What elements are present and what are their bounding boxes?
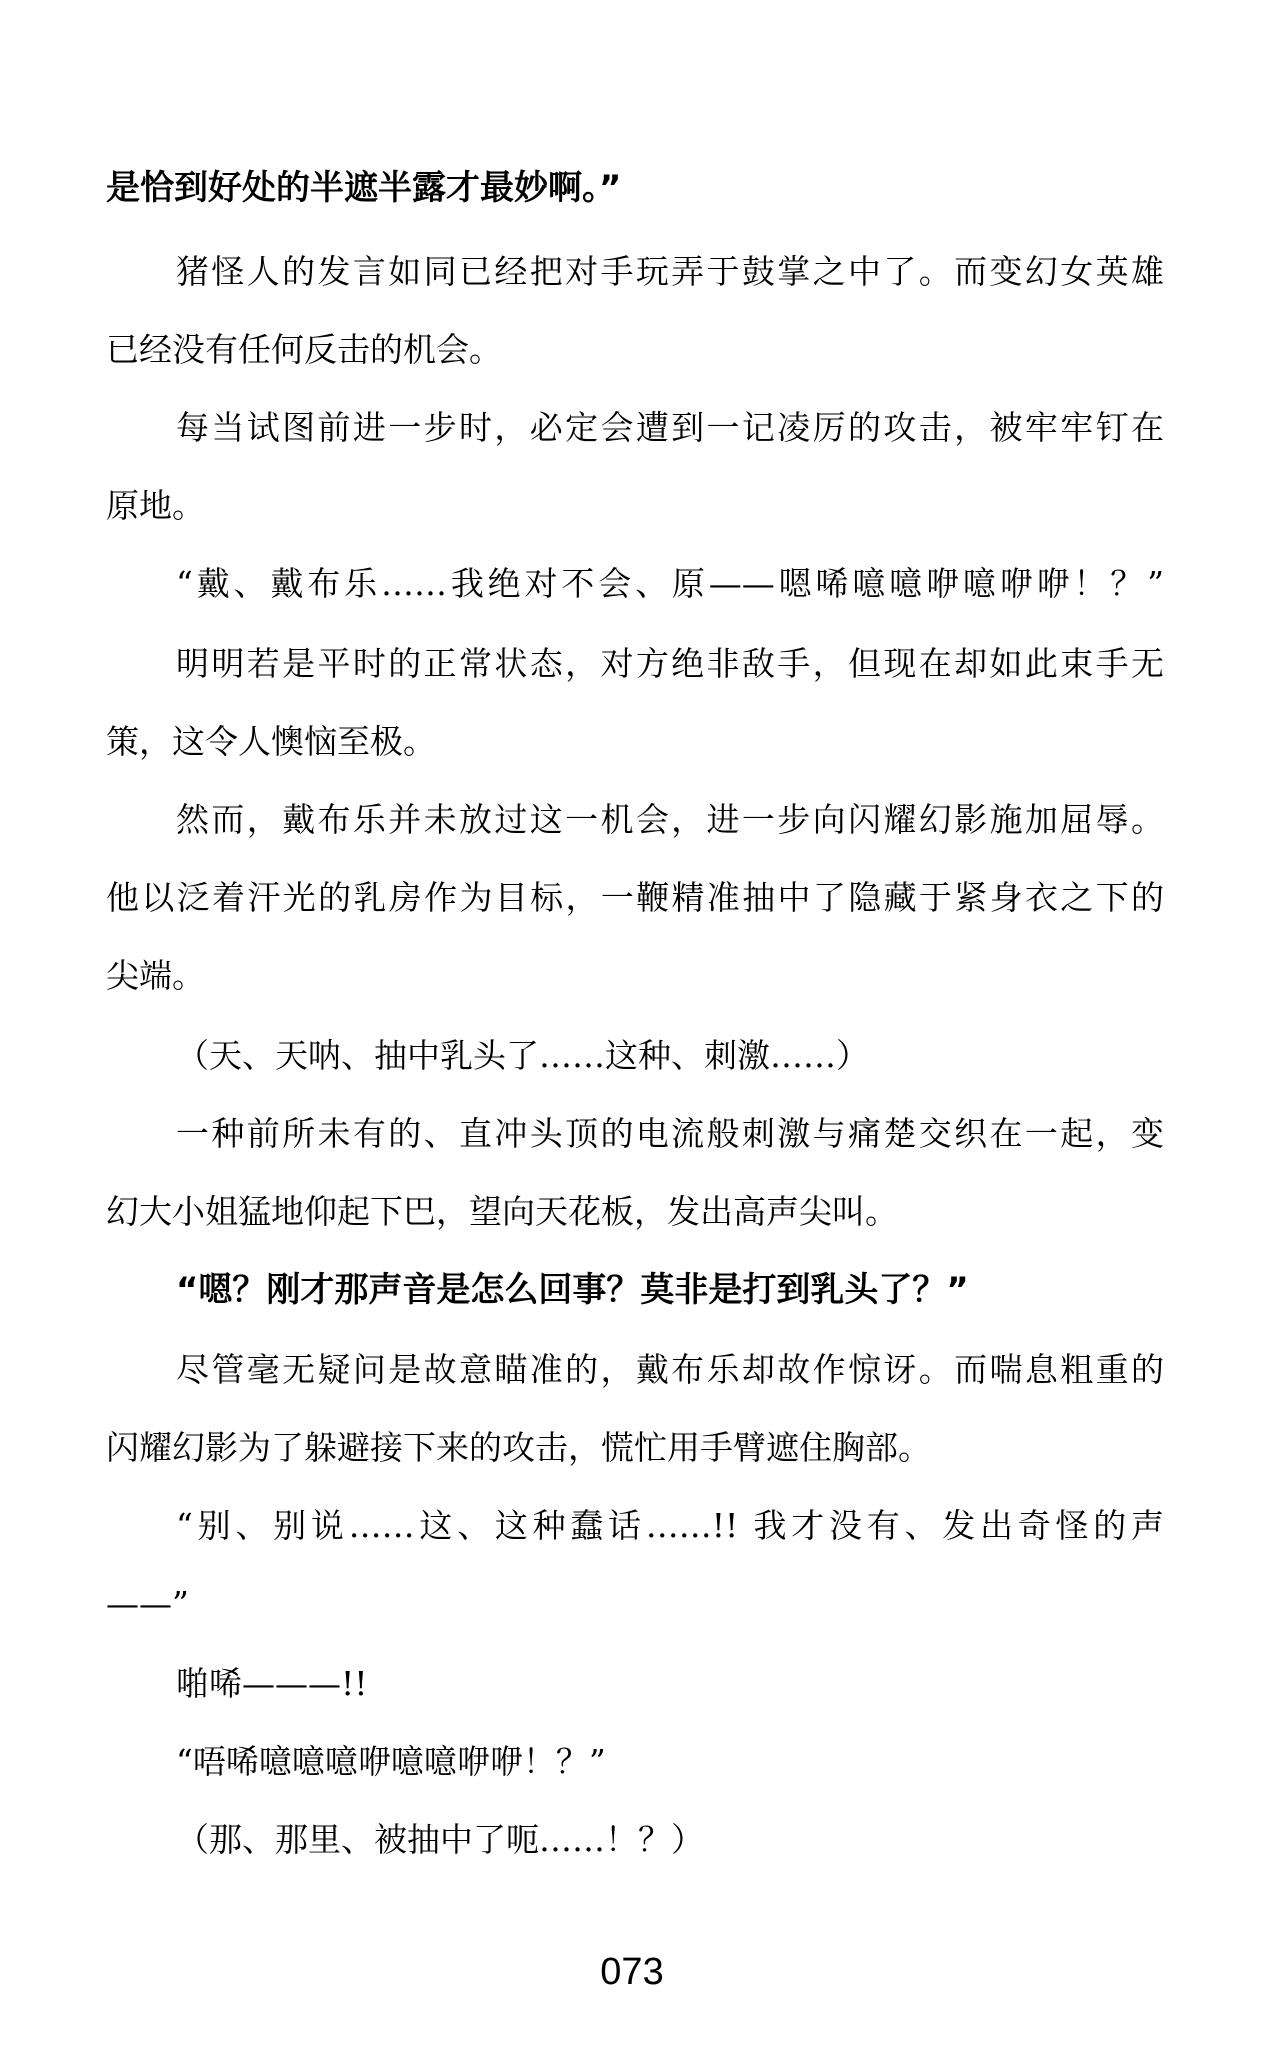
text-line: 原地。 [106,486,205,525]
text-line: 然而，戴布乐并未放过这一机会，进一步向闪耀幻影施加屈辱。 [176,800,1164,839]
text-line: 闪耀幻影为了躲避接下来的攻击，慌忙用手臂遮住胸部。 [106,1428,931,1467]
text-line: （那、那里、被抽中了呃……！？） [176,1820,704,1859]
text-line: 幻大小姐猛地仰起下巴，望向天花板，发出高声尖叫。 [106,1192,898,1231]
text-line: （天、天呐、抽中乳头了……这种、刺激……） [176,1036,869,1075]
text-line: 尖端。 [106,956,205,995]
text-line: 每当试图前进一步时，必定会遭到一记凌厉的攻击，被牢牢钉在 [176,408,1164,447]
text-line: 明明若是平时的正常状态，对方绝非敌手，但现在却如此束手无 [176,644,1164,683]
text-line: 已经没有任何反击的机会。 [106,330,502,369]
text-line: “唔唏噫噫噫咿噫噫咿咿！？” [176,1742,606,1781]
text-line: “嗯？刚才那声音是怎么回事？莫非是打到乳头了？” [176,1270,969,1310]
text-line: 尽管毫无疑问是故意瞄准的，戴布乐却故作惊讶。而喘息粗重的 [176,1350,1164,1389]
text-line: 猪怪人的发言如同已经把对手玩弄于鼓掌之中了。而变幻女英雄 [176,252,1164,291]
page-number: 073 [600,1951,664,1993]
text-line: 一种前所未有的、直冲头顶的电流般刺激与痛楚交织在一起，变 [176,1114,1164,1153]
text-line: 他以泛着汗光的乳房作为目标，一鞭精准抽中了隐藏于紧身衣之下的 [106,878,1164,917]
text-line: “别、别说……这、这种蠢话……!! 我才没有、发出奇怪的声 [176,1506,1164,1545]
text-line: 是恰到好处的半遮半露才最妙啊。” [106,168,622,208]
text-line: 策，这令人懊恼至极。 [106,722,436,761]
text-line: ——” [106,1584,189,1623]
text-line: 啪唏———!! [176,1664,368,1703]
text-line: “戴、戴布乐……我绝对不会、原——嗯唏噫噫咿噫咿咿！？” [176,564,1164,603]
